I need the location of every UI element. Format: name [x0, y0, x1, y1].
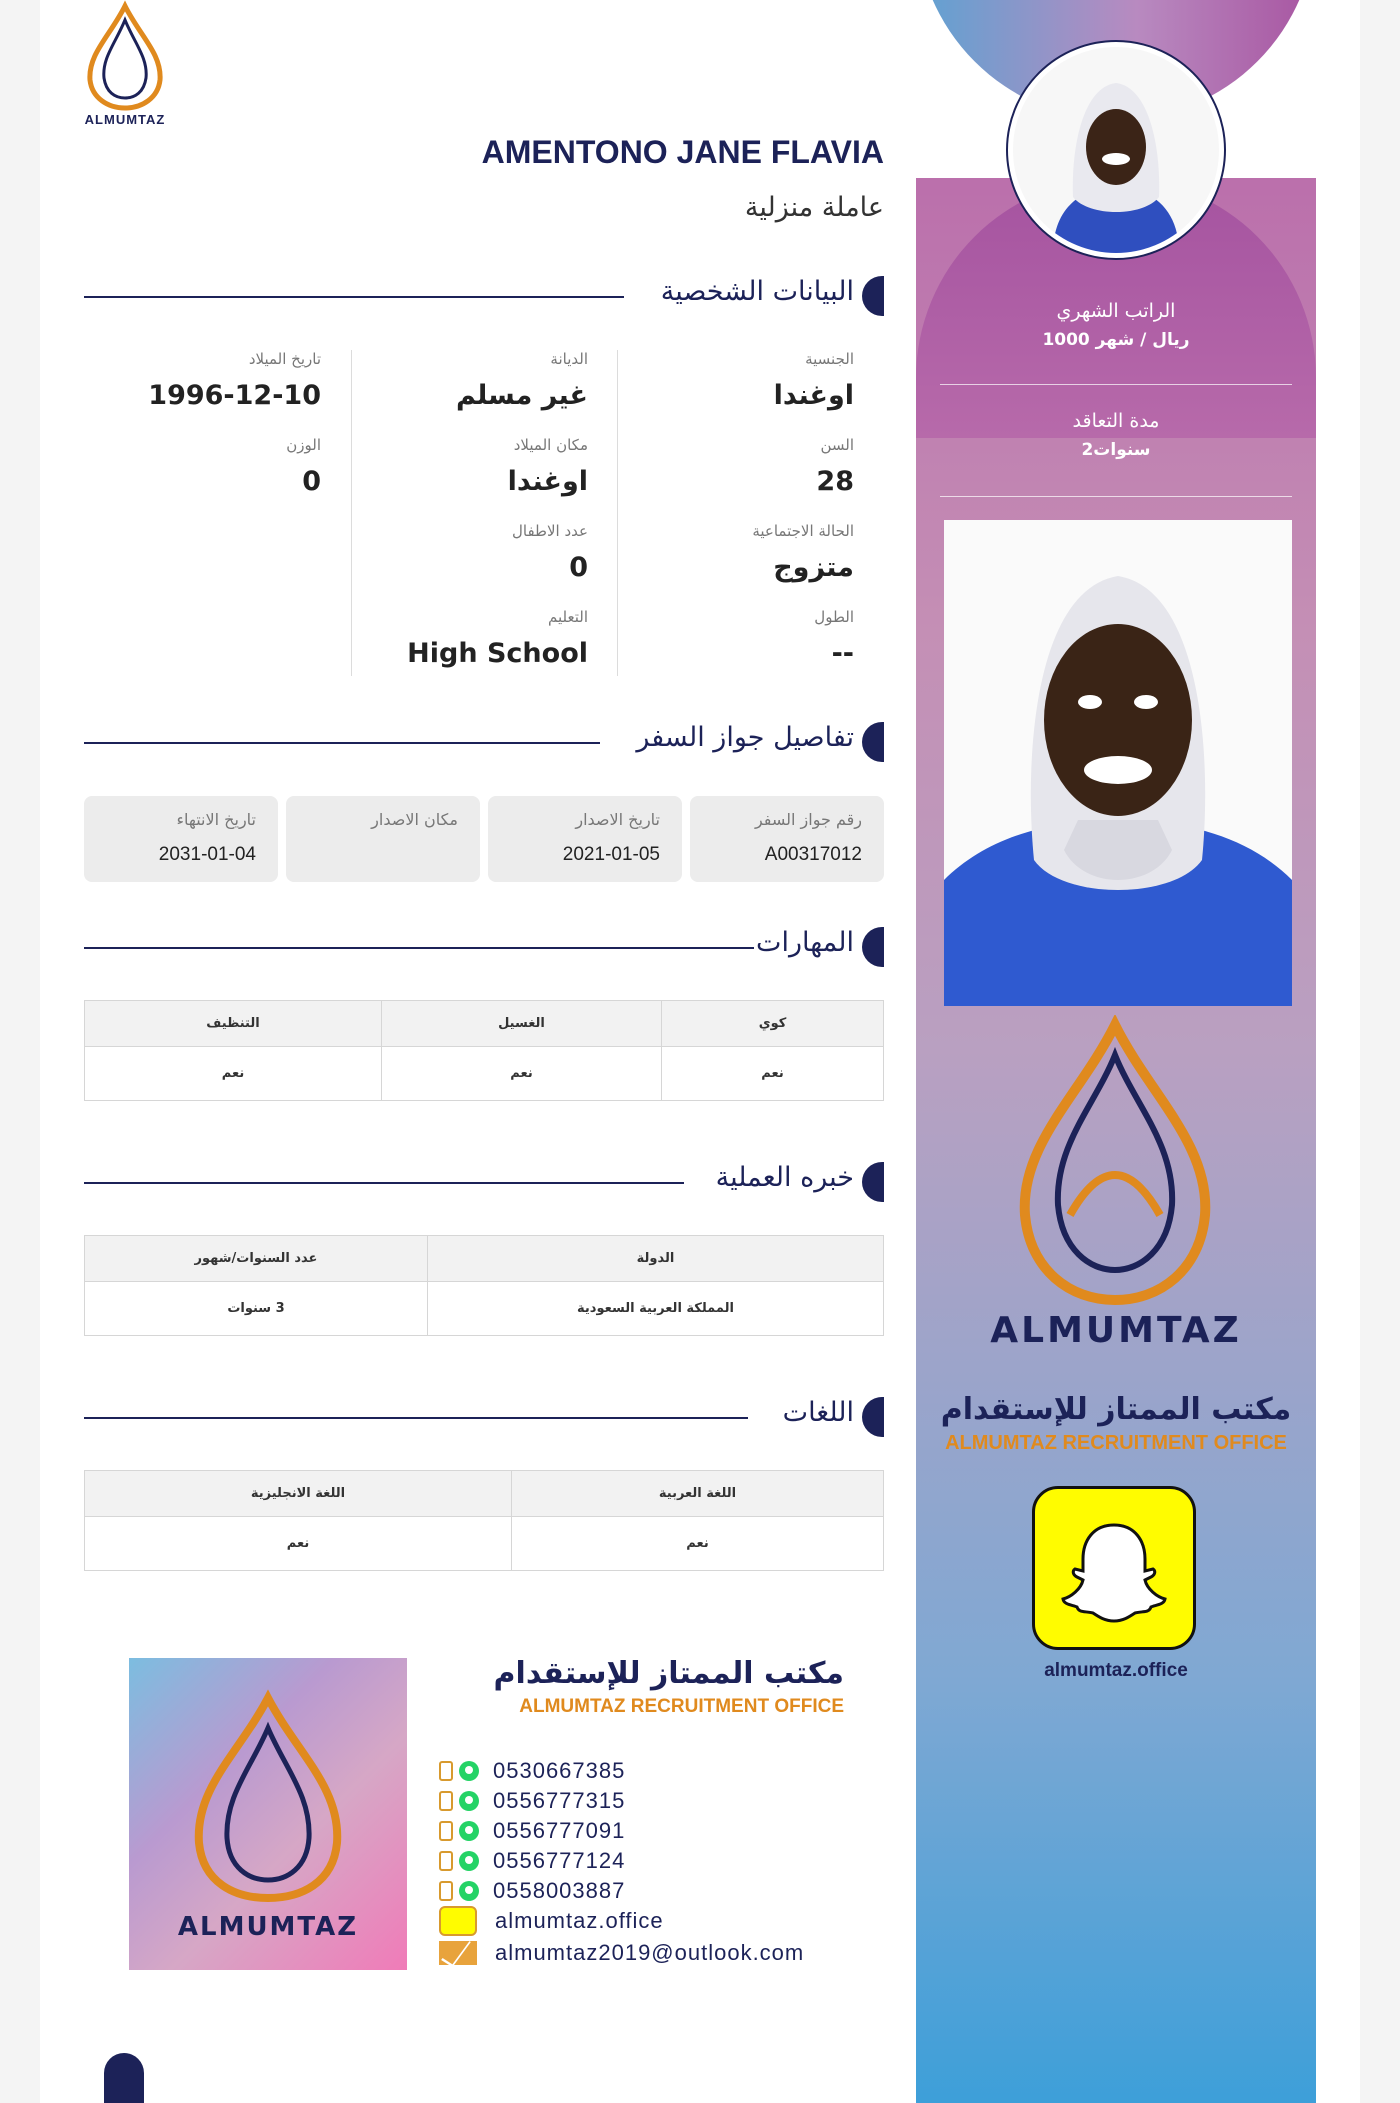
envelope-icon: [439, 1941, 477, 1965]
table-header-row: [85, 1471, 884, 1517]
logo-wordmark: ALMUMTAZ: [84, 112, 166, 127]
card-label: رقم جواز السفر: [754, 810, 862, 829]
field-value: اوغندا: [773, 380, 854, 411]
field-label: الطول: [814, 608, 854, 626]
field-label: مكان الميلاد: [513, 436, 588, 454]
brand-wordmark: ALMUMTAZ: [990, 1310, 1242, 1351]
field-education: [407, 608, 588, 669]
salary-value: 1000 ريال / شهر: [1042, 330, 1190, 350]
whatsapp-icon: [459, 1851, 479, 1871]
table-cell: نعم: [662, 1047, 884, 1101]
section-rule: [84, 1182, 684, 1184]
email-address: almumtaz2019@outlook.com: [495, 1940, 805, 1965]
email-row: [439, 1940, 804, 1966]
phone-icon: [439, 1761, 453, 1781]
personal-column-1: [619, 350, 884, 680]
section-title-text: تفاصيل جواز السفر: [636, 722, 854, 753]
section-title-text: خبره العملية: [715, 1162, 854, 1193]
field-label: السن: [820, 436, 854, 454]
card-label: تاريخ الاصدار: [575, 810, 660, 829]
passport-number-card: [690, 796, 884, 882]
phone-icon: [439, 1881, 453, 1901]
full-photo: [944, 520, 1292, 1006]
table-header: عدد السنوات/شهور: [85, 1236, 428, 1282]
field-value: --: [831, 638, 854, 669]
field-label: الديانة: [550, 350, 588, 368]
field-marital: [752, 522, 854, 583]
section-personal: [84, 276, 884, 316]
whatsapp-icon: [459, 1881, 479, 1901]
field-value: اوغندا: [507, 466, 588, 497]
table-cell: نعم: [382, 1047, 662, 1101]
snapchat-code-icon: [1032, 1486, 1196, 1650]
table-row: [85, 1282, 884, 1336]
phone-number: 0556777124: [493, 1848, 626, 1873]
sidebar-divider: [940, 496, 1292, 497]
almumtaz-logo-small: [80, 0, 170, 130]
field-nationality: [774, 350, 854, 411]
card-label: تاريخ الانتهاء: [176, 810, 256, 829]
business-card-wordmark: ALMUMTAZ: [177, 1912, 359, 1942]
field-value: 1996-12-10: [148, 380, 321, 411]
passport-issue-place-card: [286, 796, 480, 882]
field-value: 0: [302, 466, 321, 497]
whatsapp-icon: [459, 1791, 479, 1811]
profile-photo-ring: [1006, 40, 1226, 260]
table-header: كوي: [662, 1001, 884, 1047]
snapchat-handle: almumtaz.office: [1044, 1660, 1188, 1681]
table-cell: نعم: [512, 1517, 884, 1571]
field-value: 0: [569, 552, 588, 583]
card-value: 2021-01-05: [562, 844, 660, 865]
salary-label: الراتب الشهري: [1056, 300, 1176, 322]
field-label: تاريخ الميلاد: [248, 350, 321, 368]
section-rule: [84, 947, 754, 949]
section-passport: [84, 722, 884, 762]
salary-block: [940, 300, 1292, 350]
field-birthplace: [508, 436, 588, 497]
section-experience: [84, 1162, 884, 1202]
field-label: الوزن: [286, 436, 321, 454]
personal-column-2: [353, 350, 618, 680]
candidate-name: AMENTONO JANE FLAVIA: [481, 134, 884, 170]
section-title-text: المهارات: [756, 927, 854, 958]
phone-number: 0558003887: [493, 1878, 626, 1903]
table-row: [85, 1517, 884, 1571]
section-cap: [862, 1397, 884, 1437]
table-header: الدولة: [428, 1236, 884, 1282]
whatsapp-icon: [459, 1761, 479, 1781]
field-weight: [286, 436, 321, 497]
card-value: A00317012: [764, 844, 862, 865]
section-skills: [84, 927, 884, 967]
phone-row: [439, 1818, 625, 1844]
experience-table: [84, 1235, 884, 1336]
business-card-office-english: ALMUMTAZ RECRUITMENT OFFICE: [519, 1696, 844, 1717]
section-title-text: البيانات الشخصية: [660, 276, 854, 307]
phone-number: 0556777091: [493, 1818, 626, 1843]
personal-column-3: [86, 350, 351, 680]
office-name-arabic: مكتب الممتاز للإستقدام: [940, 1392, 1292, 1427]
page-tab-marker: [104, 2053, 144, 2103]
field-children: [512, 522, 588, 583]
phone-row: [439, 1878, 625, 1904]
phone-row: [439, 1788, 625, 1814]
table-cell: المملكة العربية السعودية: [428, 1282, 884, 1336]
table-header: الغسيل: [382, 1001, 662, 1047]
sidebar-divider: [940, 384, 1292, 385]
field-value: High School: [407, 638, 588, 669]
field-label: عدد الاطفال: [512, 522, 588, 540]
field-height: [814, 608, 854, 669]
section-rule: [84, 296, 624, 298]
phone-row: [439, 1758, 625, 1784]
business-card-logo-panel: [129, 1658, 407, 1970]
passport-issue-date-card: [488, 796, 682, 882]
table-header: اللغة الانجليزية: [85, 1471, 512, 1517]
field-birthdate: [148, 350, 321, 411]
contract-label: مدة التعاقد: [1072, 410, 1160, 432]
whatsapp-icon: [459, 1821, 479, 1841]
field-label: الحالة الاجتماعية: [752, 522, 854, 540]
section-cap: [862, 276, 884, 316]
column-divider: [351, 350, 352, 676]
table-header: اللغة العربية: [512, 1471, 884, 1517]
field-value: غير مسلم: [455, 380, 588, 411]
field-religion: [456, 350, 588, 411]
table-cell: نعم: [85, 1047, 382, 1101]
section-languages: [84, 1397, 884, 1437]
card-value: 2031-01-04: [158, 844, 256, 865]
table-header-row: [85, 1001, 884, 1047]
field-age: [816, 436, 854, 497]
profile-photo: [1013, 47, 1219, 253]
table-header-row: [85, 1236, 884, 1282]
field-value: متزوج: [773, 552, 854, 583]
languages-table: [84, 1470, 884, 1571]
snapchat-row: [439, 1908, 664, 1934]
almumtaz-logo-large: [1000, 1015, 1230, 1360]
section-rule: [84, 742, 600, 744]
phone-icon: [439, 1851, 453, 1871]
business-card-office-arabic: مكتب الممتاز للإستقدام: [493, 1656, 844, 1691]
table-cell: نعم: [85, 1517, 512, 1571]
phone-number: 0530667385: [493, 1758, 626, 1783]
candidate-job: عاملة منزلية: [744, 192, 884, 223]
phone-icon: [439, 1791, 453, 1811]
field-value: 28: [816, 466, 854, 497]
field-label: التعليم: [548, 608, 588, 626]
table-cell: 3 سنوات: [85, 1282, 428, 1336]
office-name-english: ALMUMTAZ RECRUITMENT OFFICE: [945, 1432, 1287, 1454]
phone-row: [439, 1848, 625, 1874]
card-label: مكان الاصدار: [371, 810, 458, 829]
contract-block: [940, 410, 1292, 460]
snapchat-icon: [439, 1906, 477, 1936]
section-title-text: اللغات: [782, 1397, 854, 1428]
snapchat-handle: almumtaz.office: [495, 1908, 664, 1933]
field-label: الجنسية: [805, 350, 854, 368]
passport-expiry-card: [84, 796, 278, 882]
section-cap: [862, 927, 884, 967]
section-rule: [84, 1417, 748, 1419]
table-header: التنظيف: [85, 1001, 382, 1047]
contract-value: 2سنوات: [1081, 440, 1151, 460]
section-cap: [862, 1162, 884, 1202]
business-card: [84, 1636, 884, 2006]
phone-icon: [439, 1821, 453, 1841]
table-row: [85, 1047, 884, 1101]
phone-number: 0556777315: [493, 1788, 626, 1813]
skills-table: [84, 1000, 884, 1101]
section-cap: [862, 722, 884, 762]
